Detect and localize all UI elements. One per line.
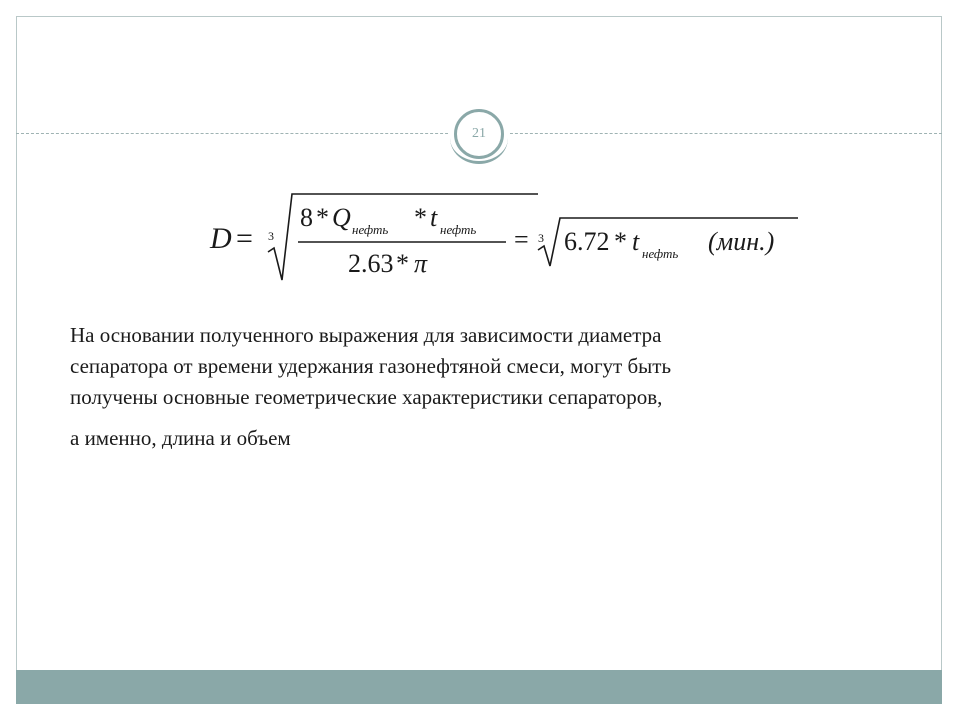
formula-Q: Q [332, 203, 351, 232]
formula-star-1: * [316, 203, 329, 232]
body-line-1: На основании полученного выражения для зависимости диаметра [70, 323, 662, 347]
body-line-2: сепаратора от времени удержания газонефтяной смеси, могут быть [70, 354, 672, 378]
formula-root-index-1: 3 [268, 229, 274, 243]
formula-pi: π [414, 249, 428, 278]
formula-equals-2: = [514, 225, 529, 254]
footer-bar [16, 670, 942, 704]
formula-root-index-2: 3 [538, 231, 544, 245]
formula-t-2: t [632, 227, 640, 256]
formula-denominator-coef: 2.63 [348, 249, 394, 278]
body-line-3: получены основные геометрические характеристики сепараторов, [70, 385, 663, 409]
formula-equals-1: = [236, 222, 253, 255]
formula [200, 180, 820, 290]
formula-numerator-coef: 8 [300, 203, 313, 232]
body-text [70, 320, 930, 454]
body-line-4: а именно, длина и объем [70, 426, 291, 450]
formula-lhs: D [210, 222, 232, 255]
formula-t-1: t [430, 203, 438, 232]
formula-star-4: * [614, 227, 627, 256]
formula-star-2: * [414, 203, 427, 232]
slide-number: 21 [472, 126, 486, 141]
formula-star-3: * [396, 249, 409, 278]
formula-unit: (мин.) [708, 227, 775, 256]
formula-Q-subscript: нефть [352, 222, 389, 237]
formula-rhs-coef: 6.72 [564, 227, 610, 256]
formula-t-2-subscript: нефть [642, 246, 679, 261]
formula-t-1-subscript: нефть [440, 222, 477, 237]
